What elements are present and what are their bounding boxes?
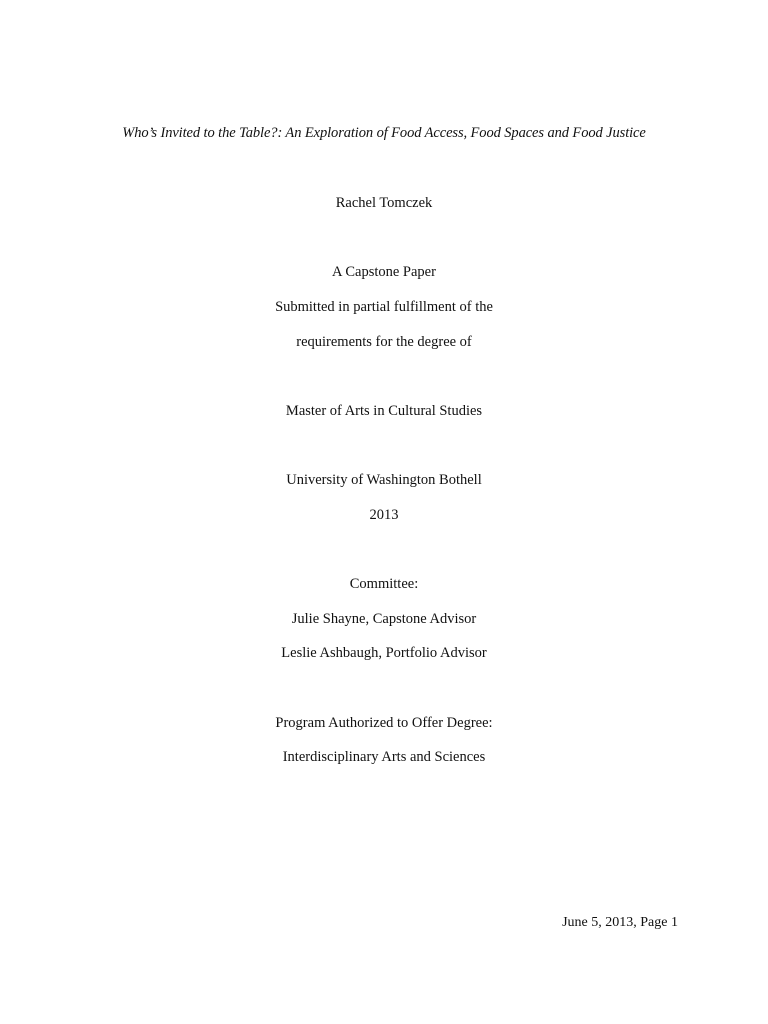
degree-name: Master of Arts in Cultural Studies — [285, 403, 483, 419]
committee-member-portfolio-advisor: Leslie Ashbaugh, Portfolio Advisor — [281, 645, 487, 661]
program-heading: Program Authorized to Offer Degree: — [275, 715, 493, 731]
paper-type: A Capstone Paper — [332, 264, 436, 280]
institution-name: University of Washington Bothell — [286, 472, 482, 488]
committee-heading: Committee: — [349, 576, 419, 592]
document-title: Who’s Invited to the Table?: An Exploration of Food Access, Food Spaces and Food Justice — [122, 125, 646, 141]
year: 2013 — [369, 507, 399, 523]
committee-member-capstone-advisor: Julie Shayne, Capstone Advisor — [291, 611, 477, 627]
submission-statement-line-2: requirements for the degree of — [296, 334, 472, 350]
submission-statement-line-1: Submitted in partial fulfillment of the — [275, 299, 493, 315]
program-name: Interdisciplinary Arts and Sciences — [282, 749, 486, 765]
page-footer: June 5, 2013, Page 1 — [562, 915, 678, 930]
author-name: Rachel Tomczek — [335, 195, 433, 211]
